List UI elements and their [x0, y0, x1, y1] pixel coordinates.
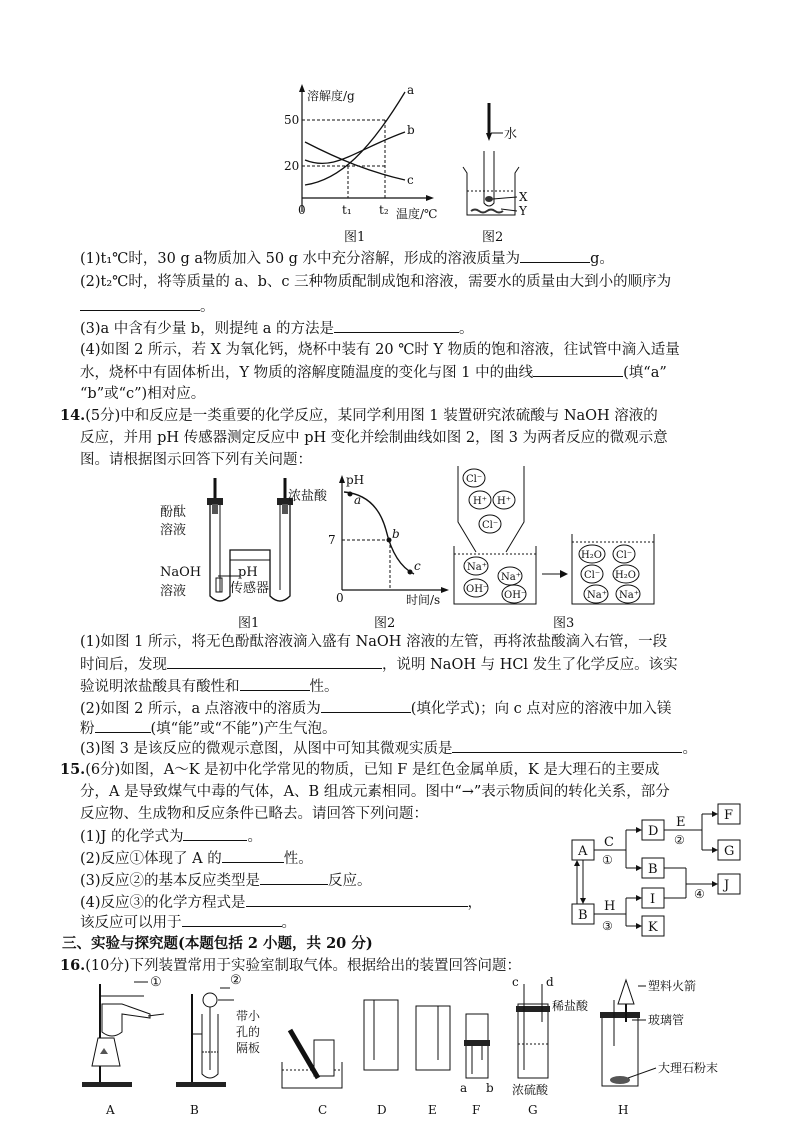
blank[interactable]	[520, 248, 590, 263]
phenol-label-2: 溶液	[160, 523, 187, 538]
y-tick-20: 20	[284, 159, 300, 173]
x-tick-t1: t₁	[342, 203, 352, 217]
curve-c-label: c	[407, 173, 414, 187]
point-a: a	[354, 493, 362, 507]
hcl-label-h: 稀盐酸	[552, 999, 589, 1013]
curve-a-label: a	[407, 83, 415, 97]
label-H: H	[618, 1103, 629, 1117]
f-port-b: b	[486, 1081, 494, 1095]
blank[interactable]	[80, 296, 200, 311]
mol-h2o-1: H₂O	[581, 550, 602, 561]
g-port-c: c	[512, 975, 519, 989]
label-F: F	[472, 1103, 481, 1117]
q13-p2-blank: 。	[80, 296, 215, 317]
node-J: J	[724, 878, 730, 893]
chart-xlabel: 温度/℃	[396, 207, 438, 221]
water-label: 水	[504, 127, 518, 142]
mark-1: ①	[602, 853, 613, 867]
label-A: A	[106, 1103, 115, 1117]
blank[interactable]	[167, 654, 382, 669]
y-tick-50: 50	[284, 113, 300, 127]
glass-tube-label: 玻璃管	[648, 1013, 685, 1027]
q14-p3: (3)图 3 是该反应的微观示意图，从图中可知其微观实质是 。	[80, 738, 697, 759]
ion-na-left2: Na⁺	[501, 572, 521, 583]
board-label-3: 隔板	[236, 1041, 261, 1055]
sensor-label: 传感器	[230, 581, 270, 596]
mark-2-b: ②	[230, 973, 242, 988]
blank[interactable]	[246, 892, 468, 907]
blank[interactable]	[260, 870, 328, 885]
label-C: C	[318, 1103, 328, 1117]
node-B-left: B	[578, 908, 588, 923]
q15-p2: (2)反应①体现了 A 的 性。	[80, 848, 313, 869]
q14-l3: 图。请根据图示回答下列有关问题：	[80, 452, 312, 468]
zero-tick: 0	[336, 591, 344, 605]
ion-cl-right1: Cl⁻	[616, 550, 633, 561]
label-E: E	[428, 1103, 437, 1117]
blank[interactable]	[182, 912, 282, 927]
q15-p5: 该反应可以用于 。	[80, 912, 296, 933]
ion-h-top2: H⁺	[497, 496, 511, 507]
rocket-label: 塑料火箭	[648, 979, 697, 993]
ion-oh-left2: OH⁻	[504, 590, 527, 601]
ph-axis-label: pH	[346, 473, 365, 487]
q15-p3: (3)反应②的基本反应类型是 反应。	[80, 870, 372, 891]
label-C: C	[604, 835, 614, 850]
blank[interactable]	[222, 848, 284, 863]
origin-label: 0	[298, 203, 306, 217]
q13-p4d: “b”或“c”)相对应。	[80, 386, 206, 402]
label-G: G	[528, 1103, 538, 1117]
x-tick-t2: t₂	[379, 203, 389, 217]
q14-p1b: 时间后，发现 ，说明 NaOH 与 HCl 发生了化学反应。该实	[80, 654, 678, 675]
q14-p1d: 验说明浓盐酸具有酸性和 性。	[80, 676, 339, 697]
q13-p3: (3)a 中含有少量 b，则提纯 a 的方法是 。	[80, 318, 474, 339]
q13-p2: (2)t₂℃时，将等质量的 a、b、c 三种物质配制成饱和溶液，需要水的质量由大到小的顺序为	[80, 274, 672, 290]
board-label-2: 孔的	[236, 1025, 261, 1039]
ion-na-left1: Na⁺	[467, 562, 487, 573]
q14-p2: (2)如图 2 所示，a 点溶液中的溶质为 (填化学式)；向 c 点对应的溶液中加入镁	[80, 698, 671, 719]
naoh-label: NaOH	[160, 565, 202, 580]
q13-p1: (1)t₁℃时，30 g a物质加入 50 g 水中充分溶解，形成的溶液质量为 g。	[80, 248, 614, 269]
fig2-caption: 图2	[482, 230, 504, 245]
q15-l2: 分，A 是导致煤气中毒的气体，A、B 组成元素相同。图中“→”表示物质间的转化关系，部分	[80, 784, 670, 800]
ion-na-right2: Na⁺	[619, 590, 639, 601]
blank[interactable]	[334, 318, 459, 333]
y-label: Y	[519, 204, 527, 218]
blank[interactable]	[183, 826, 247, 841]
label-H: H	[604, 899, 616, 914]
mark-1-a: ①	[150, 975, 162, 990]
ion-oh-left1: OH⁻	[466, 584, 489, 595]
q14-l2: 反应，并用 pH 传感器测定反应中 pH 变化并绘制曲线如图 2，图 3 为两者反应的微观示意	[80, 430, 668, 446]
ion-cl-top1: Cl⁻	[466, 474, 483, 485]
ion-h-top1: H⁺	[473, 496, 487, 507]
node-B-mid: B	[648, 862, 658, 877]
q14-fig2-caption: 图2	[374, 616, 396, 631]
micro-reaction-diagram	[452, 462, 662, 610]
node-D: D	[648, 824, 659, 839]
q14-fig3-caption: 图3	[553, 616, 575, 631]
node-K: K	[648, 920, 658, 935]
solubility-chart	[280, 80, 440, 230]
q13-p4b: 水，烧杯中有固体析出，Y 物质的溶解度随温度的变化与图 1 中的曲线 (填“a”	[80, 362, 667, 383]
x-label: X	[519, 190, 528, 204]
phenol-label: 酚酞	[160, 505, 187, 520]
q15-l1: 15.(6分)如图，A～K 是初中化学常见的物质，已知 F 是红色金属单质，K 是大理石的主要成	[60, 761, 660, 778]
node-F: F	[724, 808, 734, 823]
f-port-a: a	[460, 1081, 468, 1095]
fig1-caption: 图1	[344, 230, 366, 245]
q14-p1: (1)如图 1 所示，将无色酚酞溶液滴入盛有 NaOH 溶液的左管，再将浓盐酸滴入右管，一段	[80, 634, 668, 650]
ion-cl-right2: Cl⁻	[584, 570, 601, 581]
q14-p2c: 粉 (填“能”或“不能”)产生气泡。	[80, 718, 336, 739]
hcl-label: 浓盐酸	[288, 489, 328, 504]
ion-na-right1: Na⁺	[587, 590, 607, 601]
node-I: I	[650, 892, 656, 907]
seven-tick: 7	[328, 533, 336, 547]
label-B: B	[190, 1103, 199, 1117]
point-c: c	[414, 559, 421, 573]
curve-c	[305, 142, 405, 180]
beaker-diagram	[455, 95, 545, 225]
ph-curve-chart	[322, 470, 452, 607]
gas-apparatus-row	[72, 974, 762, 1120]
u-tube-apparatus	[160, 478, 328, 608]
g-port-d: d	[546, 975, 554, 989]
ion-cl-top2: Cl⁻	[482, 520, 499, 531]
blank[interactable]	[533, 362, 623, 377]
q15-p4: (4)反应③的化学方程式是 ，	[80, 892, 482, 913]
label-D: D	[377, 1103, 387, 1117]
q13-p4: (4)如图 2 所示，若 X 为氧化钙，烧杯中装有 20 ℃时 Y 物质的饱和溶液，往试管中滴入适量	[80, 342, 680, 358]
curve-b-label: b	[407, 123, 415, 137]
mark-2: ②	[674, 833, 685, 847]
marble-label: 大理石粉末	[658, 1061, 719, 1075]
q16-l1: 16.(10分)下列装置常用于实验室制取气体。根据给出的装置回答问题：	[60, 957, 521, 974]
mark-3: ③	[602, 919, 613, 933]
node-G: G	[724, 844, 735, 859]
time-axis-label: 时间/s	[406, 593, 441, 607]
blank[interactable]	[452, 738, 682, 753]
h2so4-label: 浓硫酸	[512, 1083, 549, 1097]
blank[interactable]	[95, 718, 151, 733]
chart-ylabel: 溶解度/g	[307, 89, 355, 103]
mol-h2o-2: H₂O	[615, 570, 636, 581]
naoh-label-2: 溶液	[160, 584, 187, 599]
reaction-flow-diagram	[570, 800, 750, 942]
board-label-1: 带小	[236, 1009, 261, 1023]
blank[interactable]	[321, 698, 411, 713]
q15-p1: (1)J 的化学式为 。	[80, 826, 262, 847]
q14-fig1-caption: 图1	[238, 616, 260, 631]
section-three-title: 三、实验与探究题(本题包括 2 小题，共 20 分)	[62, 935, 373, 952]
blank[interactable]	[240, 676, 310, 691]
node-A: A	[578, 844, 588, 859]
q15-l3: 反应物、生成物和反应条件已略去。请回答下列问题：	[80, 806, 428, 822]
ph-label: pH	[238, 565, 258, 580]
mark-4: ④	[694, 887, 705, 901]
label-E: E	[676, 815, 686, 830]
q14-l1: 14.(5分)中和反应是一类重要的化学反应，某同学利用图 1 装置研究浓硫酸与 NaOH 溶液的	[60, 407, 658, 424]
point-b: b	[392, 527, 400, 541]
